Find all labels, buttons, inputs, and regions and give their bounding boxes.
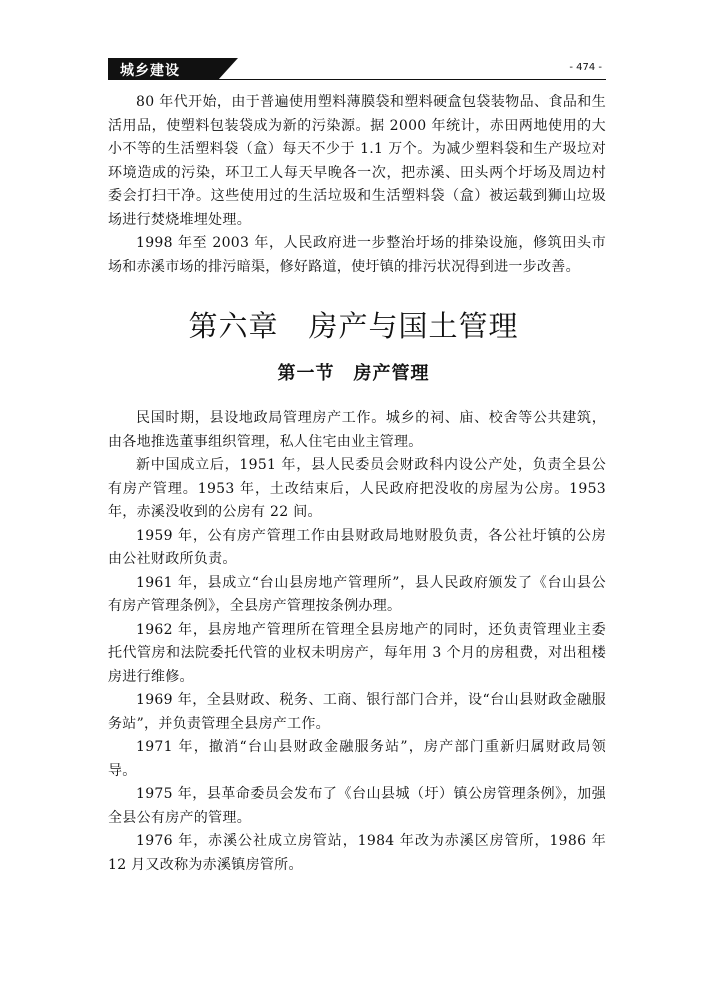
header-tab	[108, 58, 218, 80]
paragraph: 1976 年，赤溪公社成立房管站，1984 年改为赤溪区房管所，1986 年 12 月又改称为赤溪镇房管所。	[108, 833, 606, 873]
text-block-main	[108, 407, 606, 877]
paragraph: 1969 年，全县财政、税务、工商、银行部门合并，设“台山县财政金融服务站”，并负责管理全县房产工作。	[108, 692, 606, 732]
header-tab-label: 城乡建设	[120, 63, 180, 79]
paragraph: 80 年代开始，由于普遍使用塑料薄膜袋和塑料硬盒包袋装物品、食品和生活用品，使塑料包装袋成为新的污染源。据 2000 年统计，赤田两地使用的大小不等的生活塑料袋（盒）每天不少于 1.1 万个。为减少塑料袋和生产圾垃对环境造成的污染，环卫工人每天早晚各一次，把赤溪、田头两个圩场及周边村委会打扫干净。这些使用过的生活垃圾和生活塑料袋（盒）被运载到狮山垃圾场进行焚烧堆埋处理。	[108, 94, 606, 228]
paragraph: 新中国成立后，1951 年，县人民委员会财政科内设公产处，负责全县公有房产管理。1953 年，土改结束后，人民政府把没收的房屋为公房。1953 年，赤溪没收到的公房有 22 间。	[108, 457, 606, 520]
page-number: - 474 -	[569, 62, 602, 73]
paragraph: 1998 年至 2003 年，人民政府进一步整治圩场的排染设施，修筑田头市场和赤溪市场的排污暗渠，修好路道，使圩镇的排污状况得到进一步改善。	[108, 235, 606, 275]
paragraph: 1959 年，公有房产管理工作由县财政局地财股负责，各公社圩镇的公房由公社财政所负责。	[108, 527, 606, 567]
section-title: 第一节 房产管理	[277, 363, 430, 384]
paragraph: 1962 年，县房地产管理所在管理全县房地产的同时，还负责管理业主委托代管房和法院委托代管的业权未明房产，每年用 3 个月的房租费，对出租楼房进行维修。	[108, 621, 606, 685]
text-block-top	[108, 91, 606, 279]
paragraph: 民国时期，县设地政局管理房产工作。城乡的祠、庙、校舍等公共建筑，由各地推选董事组织管理，私人住宅由业主管理。	[108, 410, 606, 450]
running-header	[108, 58, 606, 80]
paragraph: 1975 年，县革命委员会发布了《台山县城（圩）镇公房管理条例》，加强全县公有房产的管理。	[108, 786, 606, 826]
paragraph: 1971 年，撤消“台山县财政金融服务站”，房产部门重新归属财政局领导。	[108, 739, 606, 779]
chapter-title: 第六章 房产与国土管理	[188, 309, 519, 343]
header-rule	[218, 79, 606, 80]
paragraph: 1961 年，县成立“台山县房地产管理所”，县人民政府颁发了《台山县公有房产管理条例》，全县房产管理按条例办理。	[108, 574, 606, 614]
